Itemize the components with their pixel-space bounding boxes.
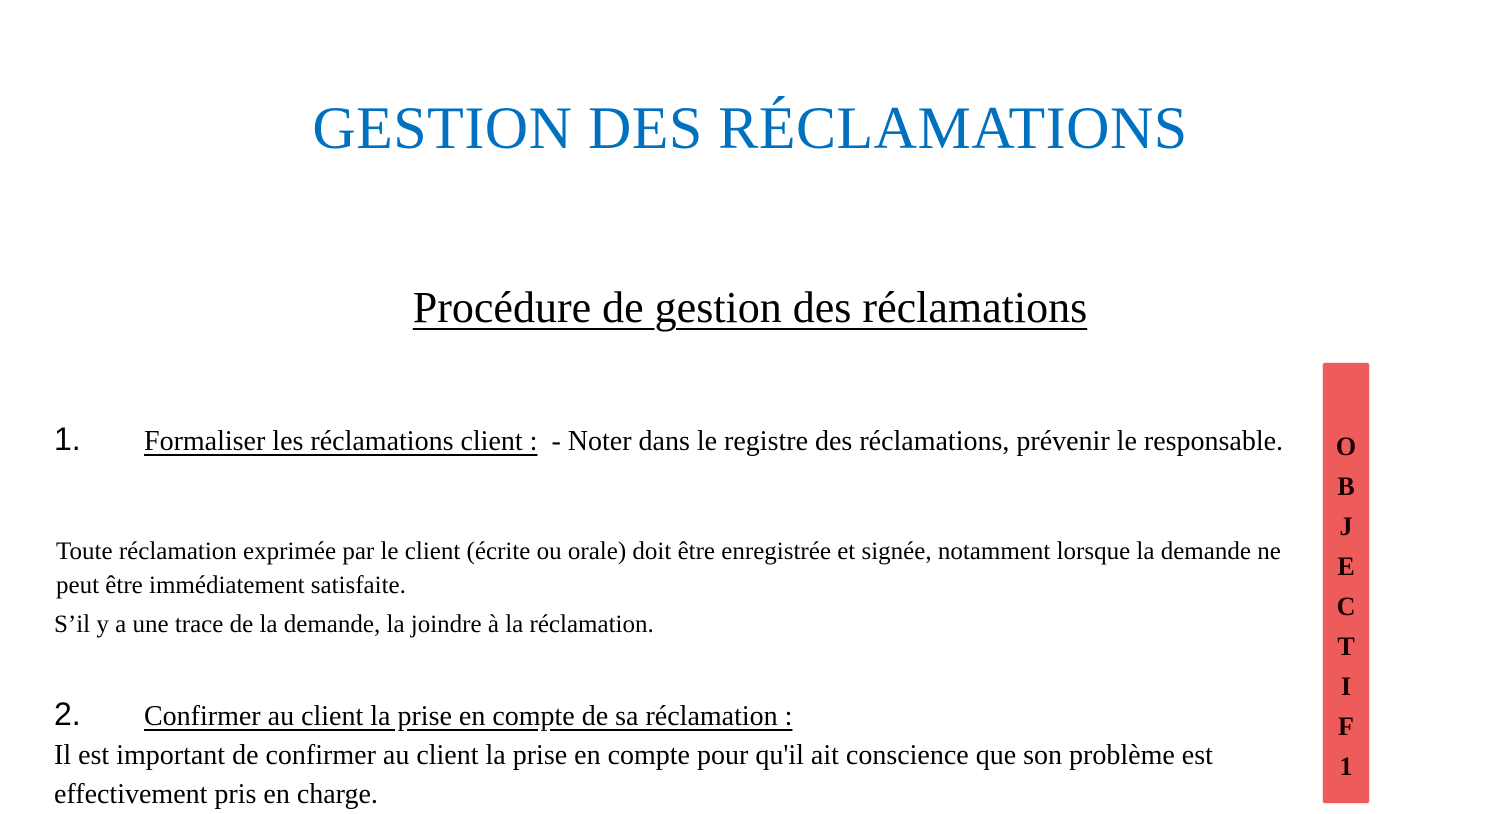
section-1-paragraph-2: S’il y a une trace de la demande, la joindre à la réclamation. <box>54 611 654 638</box>
side-tab-letter: O <box>1335 432 1357 461</box>
document-subtitle <box>0 282 1500 334</box>
side-tab-letter: C <box>1336 592 1356 621</box>
side-tab-letter: 1 <box>1339 752 1353 781</box>
section-1-paragraphs <box>54 535 1284 642</box>
section-2-title: Confirmer au client la prise en compte de sa réclamation : <box>144 701 793 732</box>
document-subtitle-text: Procédure de gestion des réclamations <box>412 283 1088 332</box>
section-2 <box>54 695 1284 814</box>
side-tab-letter: I <box>1340 672 1352 701</box>
section-1-inline-text: - Noter dans le registre des réclamations, prévenir le responsable. <box>537 426 1284 457</box>
objectif-side-tab <box>1323 363 1369 803</box>
section-1-paragraph-1: Toute réclamation exprimée par le client (écrite ou orale) doit être enregistrée et signée, notamment lorsque la demande ne peut être immédiatement satisfaite. <box>56 538 1281 599</box>
section-1 <box>54 420 1284 461</box>
side-tab-letter: T <box>1337 632 1355 661</box>
side-tab-letter: J <box>1339 512 1353 541</box>
document-title: GESTION DES RÉCLAMATIONS <box>312 95 1188 161</box>
section-1-number: 1. <box>54 421 81 457</box>
side-tab-letter: F <box>1338 712 1354 741</box>
section-2-heading-line <box>54 695 1284 736</box>
side-tab-letters <box>1323 427 1369 787</box>
section-1-heading-line <box>54 420 1284 461</box>
section-2-body: Il est important de confirmer au client la prise en compte pour qu'il ait conscience que son problème est effectivement pris en charge. <box>54 740 1213 810</box>
side-tab-letter: E <box>1337 552 1355 581</box>
section-1-title: Formaliser les réclamations client : <box>144 426 538 457</box>
side-tab-letter: B <box>1337 472 1355 501</box>
section-2-number: 2. <box>54 696 81 732</box>
